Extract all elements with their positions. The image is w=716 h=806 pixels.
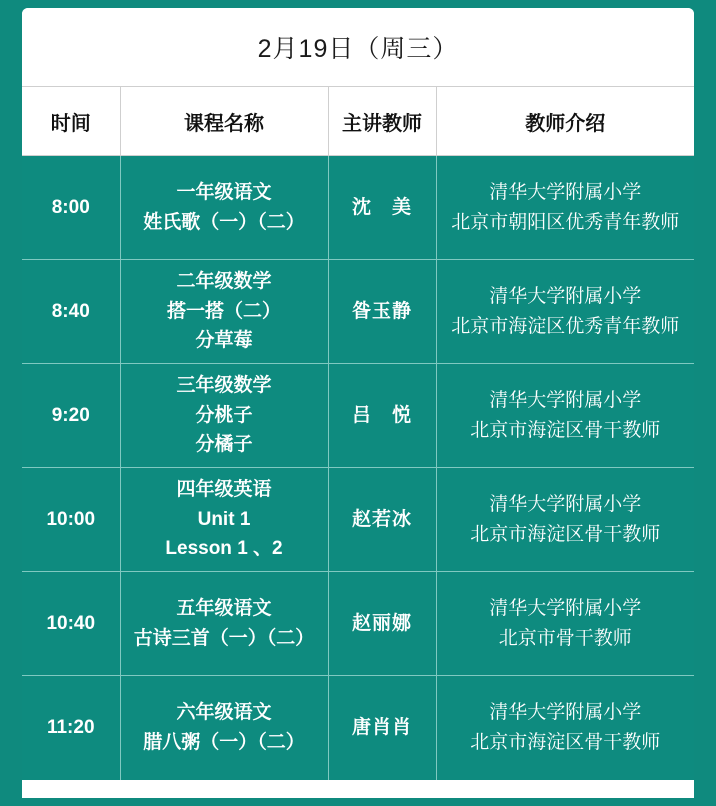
course-line: 三年级数学 xyxy=(176,375,272,397)
cell-time: 10:40 xyxy=(22,572,120,676)
cell-course xyxy=(120,468,328,572)
cell-course xyxy=(120,572,328,676)
cell-time: 9:20 xyxy=(22,364,120,468)
intro-line: 清华大学附属小学 xyxy=(489,598,642,620)
cell-teacher: 赵丽娜 xyxy=(328,572,436,676)
table-row xyxy=(22,260,694,364)
cell-intro xyxy=(436,260,694,364)
course-line: Unit 1 xyxy=(197,508,251,530)
table-body xyxy=(22,156,694,780)
intro-line: 北京市朝阳区优秀青年教师 xyxy=(451,211,680,233)
course-line: 姓氏歌（一）（二） xyxy=(143,211,305,233)
table-header xyxy=(22,87,694,156)
column-header-time: 时间 xyxy=(22,87,120,156)
cell-time: 8:00 xyxy=(22,156,120,260)
intro-line: 北京市海淀区骨干教师 xyxy=(470,731,661,753)
course-line: 分草莓 xyxy=(195,330,253,352)
cell-teacher: 昝玉静 xyxy=(328,260,436,364)
intro-line: 清华大学附属小学 xyxy=(489,390,642,412)
cell-time: 10:00 xyxy=(22,468,120,572)
cell-course xyxy=(120,676,328,780)
intro-line: 北京市海淀区骨干教师 xyxy=(470,419,661,441)
table-row xyxy=(22,572,694,676)
title-bar xyxy=(22,8,694,86)
course-line: 腊八粥（一）（二） xyxy=(143,731,305,753)
course-line: 古诗三首（一）（二） xyxy=(133,627,315,649)
column-header-teacher: 主讲教师 xyxy=(328,87,436,156)
column-header-course: 课程名称 xyxy=(120,87,328,156)
cell-intro xyxy=(436,572,694,676)
cell-course xyxy=(120,260,328,364)
schedule-table xyxy=(22,86,694,780)
cell-intro xyxy=(436,676,694,780)
cell-teacher: 沈 美 xyxy=(328,156,436,260)
course-line: 分桃子 xyxy=(195,404,253,426)
intro-line: 清华大学附属小学 xyxy=(489,494,642,516)
cell-course xyxy=(120,364,328,468)
cell-teacher: 赵若冰 xyxy=(328,468,436,572)
intro-line: 北京市海淀区骨干教师 xyxy=(470,523,661,545)
intro-line: 北京市海淀区优秀青年教师 xyxy=(451,315,680,337)
intro-line: 清华大学附属小学 xyxy=(489,182,642,204)
cell-intro xyxy=(436,156,694,260)
course-line: Lesson 1 、2 xyxy=(165,538,283,560)
intro-line: 北京市骨干教师 xyxy=(498,627,632,649)
course-line: 六年级语文 xyxy=(176,702,272,724)
course-line: 搭一搭（二） xyxy=(166,300,281,322)
course-line: 五年级语文 xyxy=(176,598,272,620)
intro-line: 清华大学附属小学 xyxy=(489,286,642,308)
course-line: 四年级英语 xyxy=(176,479,272,501)
cell-course xyxy=(120,156,328,260)
intro-line: 清华大学附属小学 xyxy=(489,702,642,724)
table-row xyxy=(22,676,694,780)
column-header-intro: 教师介绍 xyxy=(436,87,694,156)
cell-intro xyxy=(436,468,694,572)
table-row xyxy=(22,156,694,260)
cell-time: 8:40 xyxy=(22,260,120,364)
table-row xyxy=(22,364,694,468)
cell-intro xyxy=(436,364,694,468)
table-header-row xyxy=(22,87,694,156)
course-line: 分橘子 xyxy=(195,434,253,456)
course-line: 二年级数学 xyxy=(176,271,272,293)
page-title: 2月19日（周三） xyxy=(257,35,459,63)
cell-teacher: 唐肖肖 xyxy=(328,676,436,780)
course-line: 一年级语文 xyxy=(176,182,272,204)
cell-teacher: 吕 悦 xyxy=(328,364,436,468)
schedule-card xyxy=(22,8,694,798)
table-row xyxy=(22,468,694,572)
cell-time: 11:20 xyxy=(22,676,120,780)
